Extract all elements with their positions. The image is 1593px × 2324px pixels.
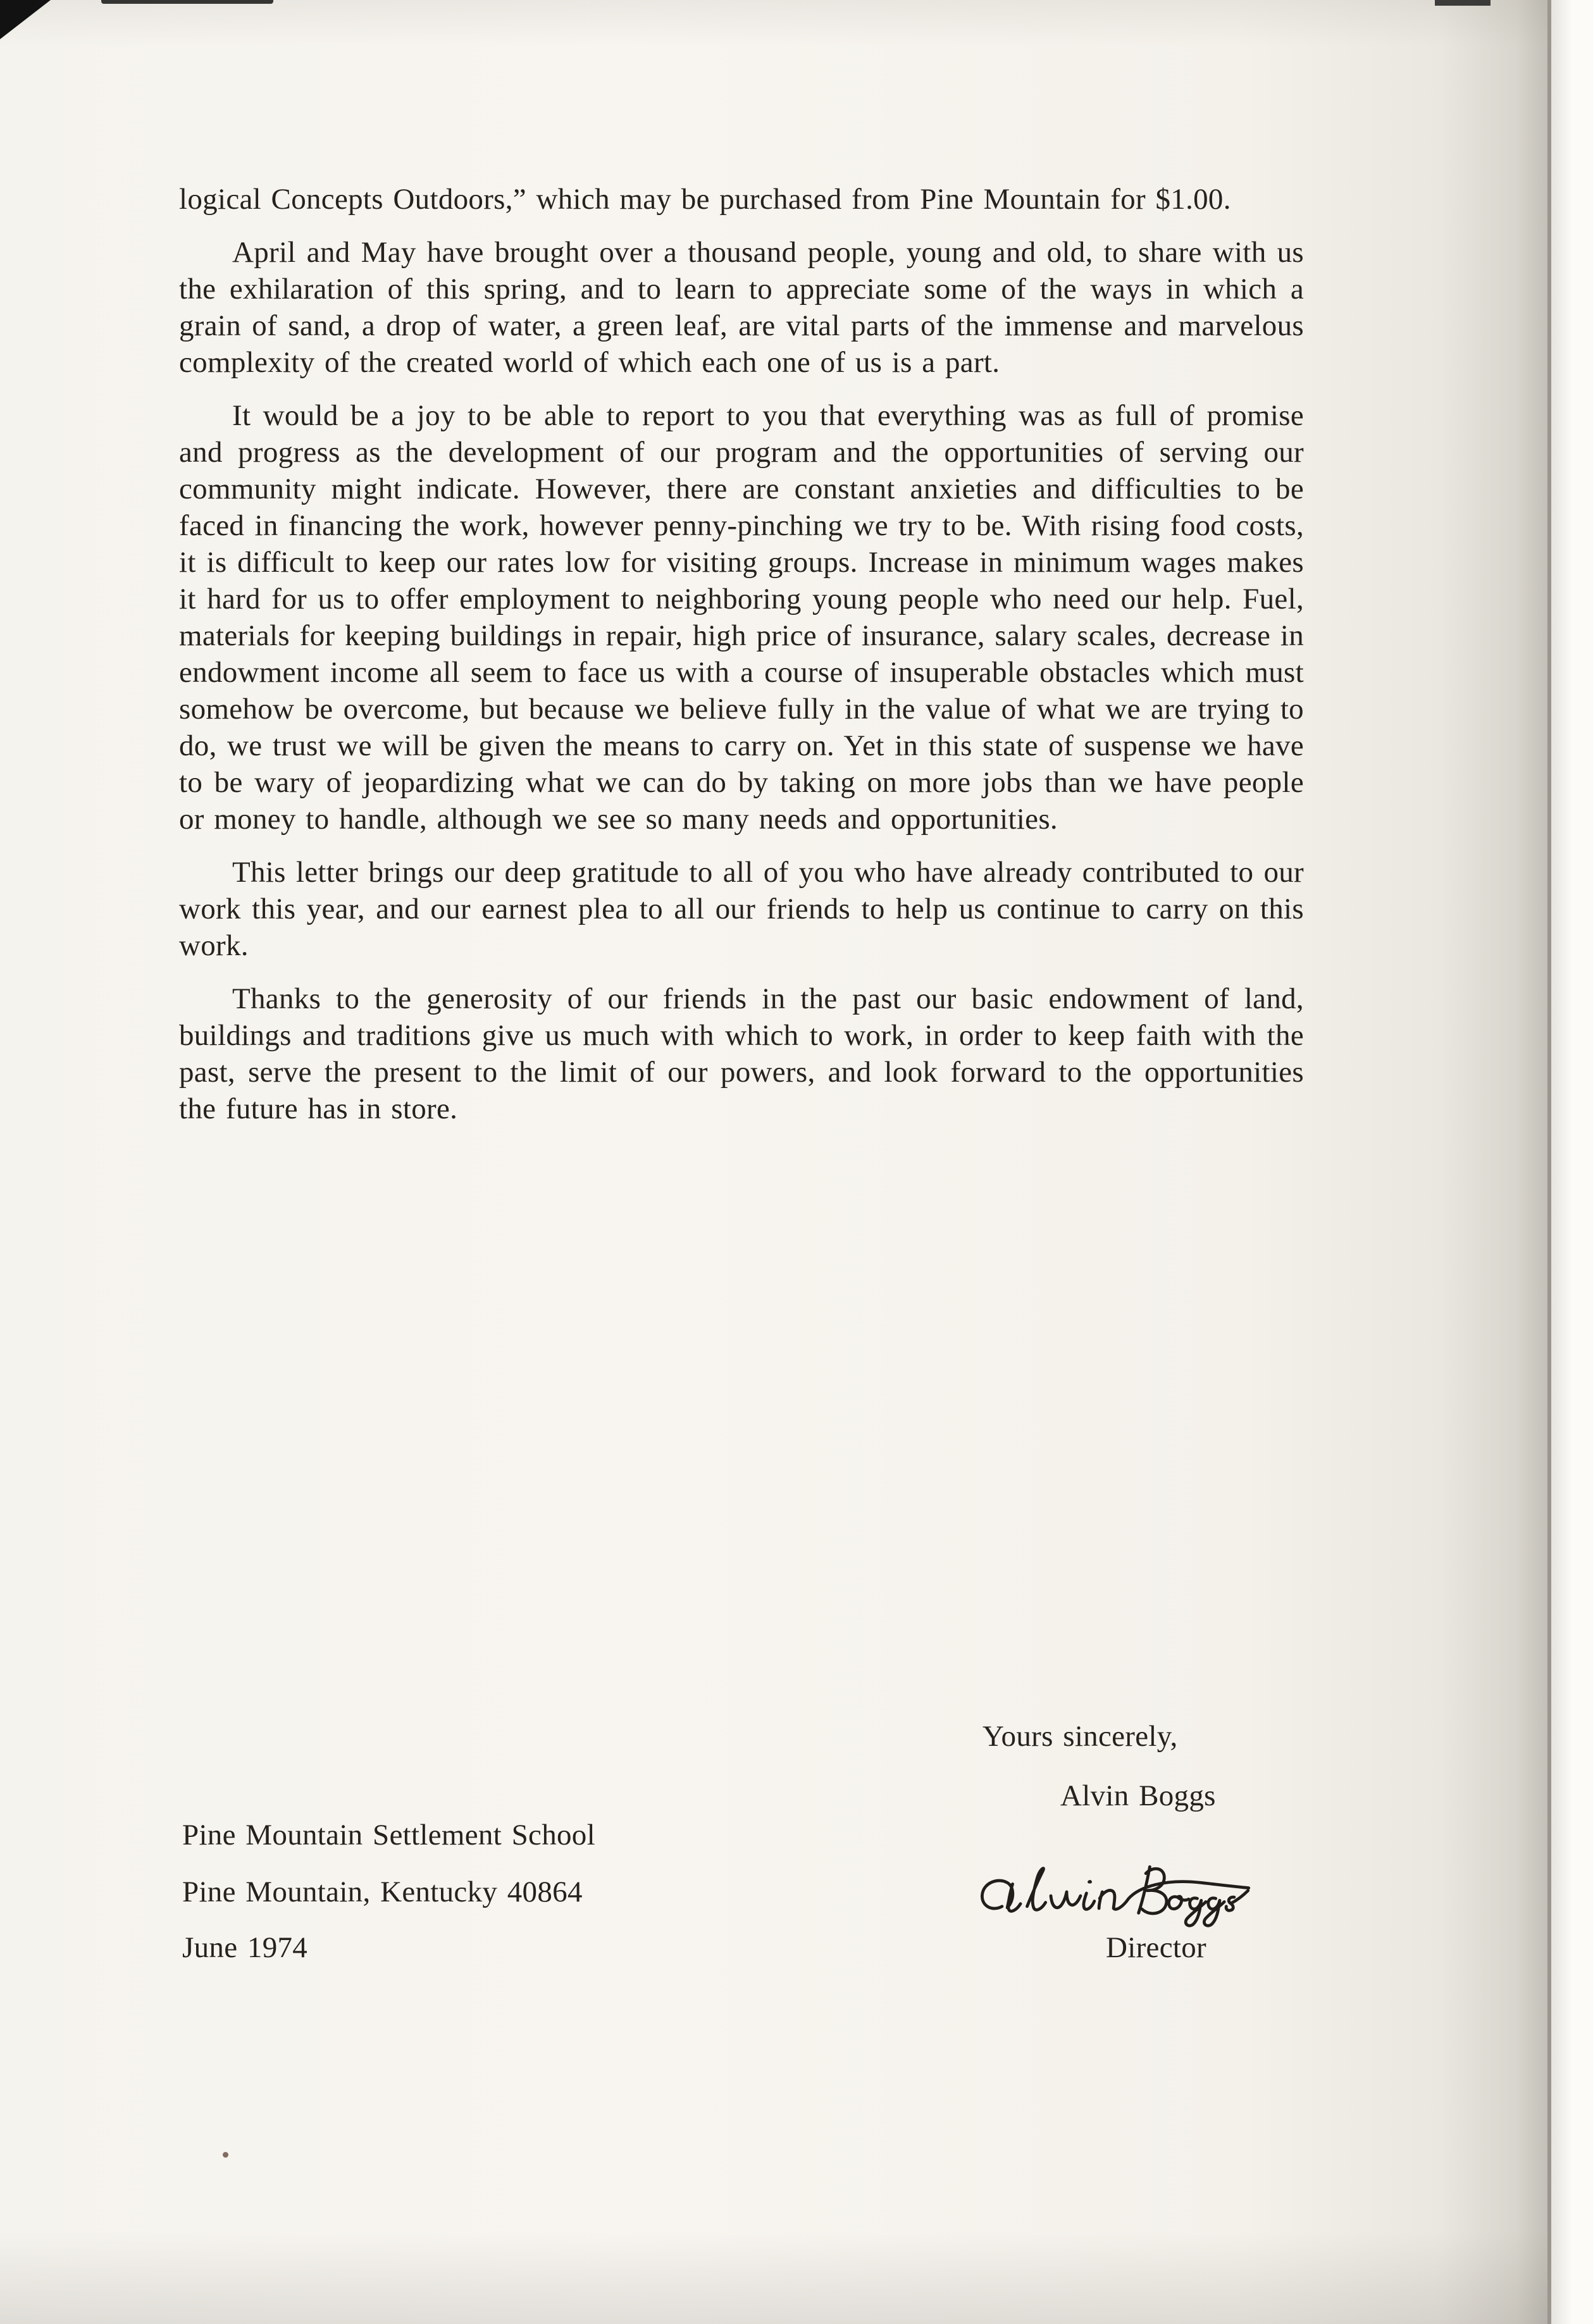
letter-paragraph: logical Concepts Outdoors,” which may be purchased from Pine Mountain for $1.00. [179, 183, 1231, 216]
signer-title: Director [1106, 1931, 1206, 1964]
handwritten-signature-alvin-boggs [973, 1851, 1283, 1937]
scanner-right-margin [1551, 0, 1593, 2324]
scan-top-edge-artifact [101, 0, 273, 4]
letter-body [179, 181, 1304, 1144]
signer-typed-name: Alvin Boggs [1060, 1779, 1216, 1812]
letter-paragraph: It would be a joy to be able to report to you that everything was as full of promise and progress as the development of our program and the opportunities of serving our community might indicate. However, there are constant anxieties and difficulties to be faced in financing the work, however penny-pinching we try to be. With rising food costs, it is difficult to keep our rates low for visiting groups. Increase in minimum wages makes it hard for us to offer employment to neighboring young people who need our help. Fuel, materials for keeping buildings in repair, high price of insurance, salary scales, decrease in endowment income all seem to face us with a course of insuperable obstacles which must somehow be overcome, but because we believe fully in the value of what we are trying to do, we trust we will be given the means to carry on. Yet in this state of suspense we have to be wary of jeopardizing what we can do by taking on more jobs than we have people or money to handle, although we see so many needs and opportunities. [179, 399, 1304, 836]
valediction: Yours sincerely, [982, 1720, 1178, 1753]
scan-top-edge-artifact [1435, 0, 1491, 6]
organization-address: Pine Mountain, Kentucky 40864 [182, 1876, 583, 1908]
letter-date: June 1974 [182, 1931, 308, 1964]
letter-paragraph: April and May have brought over a thousand people, young and old, to share with us the exhilaration of this spring, and to learn to appreciate some of the ways in which a grain of sand, a drop of water, a green leaf, are vital parts of the immense and marvelous complexity of the created world of which each one of us is a part. [179, 236, 1304, 379]
letter-paragraph: This letter brings our deep gratitude to all of you who have already contributed to our work this year, and our earnest plea to all our friends to help us continue to carry on this work. [179, 856, 1304, 962]
scan-dot-artifact [223, 2152, 228, 2158]
signature-stroke-oggs [1168, 1891, 1248, 1926]
letter-paragraph: Thanks to the generosity of our friends in the past our basic endowment of land, buildings and traditions give us much with which to work, in order to keep faith with the past, serve the present to the limit of our powers, and look forward to the opportunities the future has in store. [179, 982, 1304, 1125]
organization-name: Pine Mountain Settlement School [182, 1819, 595, 1851]
